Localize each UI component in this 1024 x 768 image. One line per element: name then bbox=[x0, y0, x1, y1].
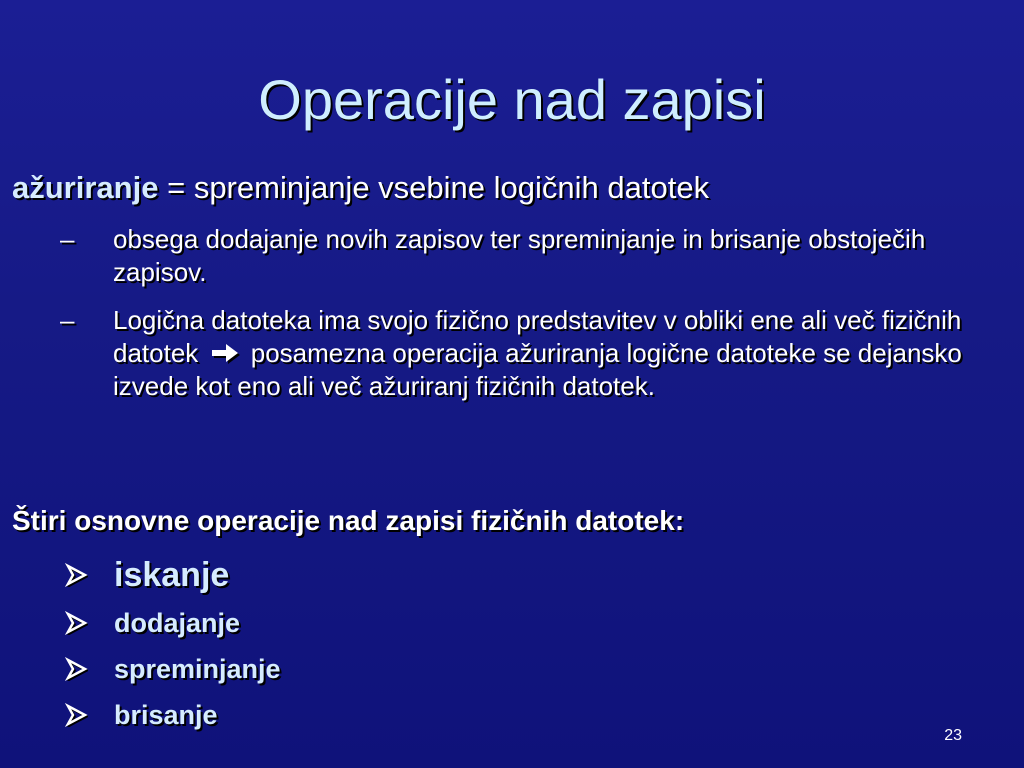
list-item bbox=[64, 693, 281, 739]
definition-meaning: spreminjanje vsebine logičnih datotek bbox=[193, 170, 710, 205]
operation-label: iskanje bbox=[114, 556, 230, 594]
page-number: 23 bbox=[944, 727, 962, 744]
arrowhead-bullet-icon bbox=[64, 563, 88, 587]
slide-title: Operacije nad zapisi bbox=[258, 68, 766, 131]
arrowhead-bullet-icon bbox=[64, 657, 88, 681]
subpoint-text-block bbox=[113, 304, 1015, 403]
list-item bbox=[64, 601, 281, 647]
operation-label: spreminjanje bbox=[114, 654, 281, 684]
subpoint-text-after: posamezna operacija ažuriranja logične datoteke se dejansko izvede kot eno ali več ažuriranj fizičnih datotek. bbox=[113, 338, 962, 401]
operations-list bbox=[64, 551, 281, 739]
list-item bbox=[64, 647, 281, 693]
definition-equals: = bbox=[167, 170, 186, 205]
dash-marker: – bbox=[60, 305, 75, 335]
operations-heading: Štiri osnovne operacije nad zapisi fizičnih datotek: bbox=[12, 505, 685, 536]
arrowhead-bullet-icon bbox=[64, 611, 88, 635]
right-arrow-icon bbox=[210, 342, 240, 364]
list-item bbox=[64, 551, 281, 601]
subpoint-text: obsega dodajanje novih zapisov ter spreminjanje in brisanje obstoječih zapisov. bbox=[113, 224, 926, 287]
subpoint-text-before: Logična datoteka ima svojo fizično predstavitev v obliki ene ali več fizičnih datotek bbox=[113, 305, 962, 368]
subpoint-1 bbox=[60, 223, 1015, 289]
operation-label: brisanje bbox=[114, 700, 218, 730]
definition-line bbox=[12, 166, 709, 210]
subpoint-2 bbox=[60, 304, 1015, 403]
arrowhead-bullet-icon bbox=[64, 703, 88, 727]
definition-term: ažuriranje bbox=[12, 170, 159, 205]
operation-label: dodajanje bbox=[114, 608, 241, 638]
dash-marker: – bbox=[60, 224, 75, 254]
